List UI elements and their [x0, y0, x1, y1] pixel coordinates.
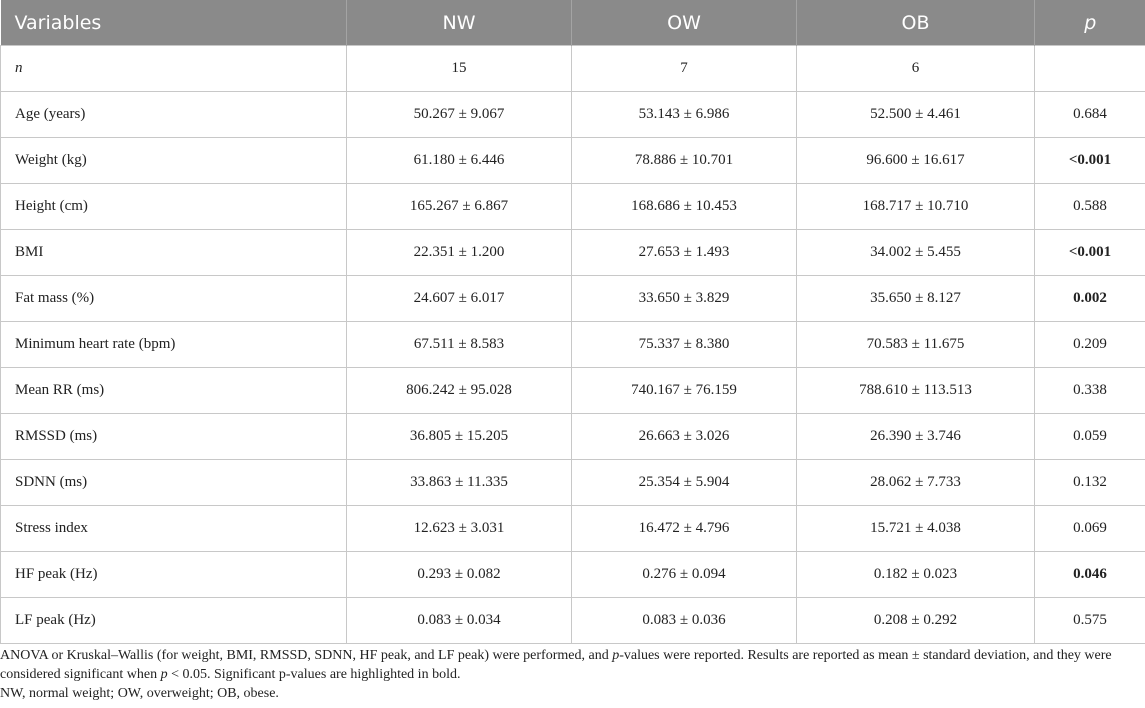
cell-ow: 33.650 ± 3.829 — [572, 276, 797, 322]
cell-ow: 26.663 ± 3.026 — [572, 414, 797, 460]
cell-nw: 24.607 ± 6.017 — [347, 276, 572, 322]
cell-ow: 740.167 ± 76.159 — [572, 368, 797, 414]
cell-ob: 28.062 ± 7.733 — [797, 460, 1035, 506]
cell-ow: 0.276 ± 0.094 — [572, 552, 797, 598]
cell-p: <0.001 — [1035, 138, 1145, 184]
cell-ow: 16.472 ± 4.796 — [572, 506, 797, 552]
cell-p: 0.338 — [1035, 368, 1145, 414]
row-label: Height (cm) — [1, 184, 347, 230]
cell-ob: 52.500 ± 4.461 — [797, 92, 1035, 138]
cell-nw: 33.863 ± 11.335 — [347, 460, 572, 506]
cell-p: 0.002 — [1035, 276, 1145, 322]
cell-ow: 27.653 ± 1.493 — [572, 230, 797, 276]
cell-ob: 26.390 ± 3.746 — [797, 414, 1035, 460]
header-ob: OB — [797, 0, 1035, 46]
row-label: n — [1, 46, 347, 92]
table-row — [1, 230, 1145, 276]
table-footnote — [0, 646, 1140, 703]
cell-p: 0.132 — [1035, 460, 1145, 506]
table-row — [1, 184, 1145, 230]
table-row — [1, 138, 1145, 184]
cell-ow: 75.337 ± 8.380 — [572, 322, 797, 368]
row-label: Fat mass (%) — [1, 276, 347, 322]
cell-ob: 15.721 ± 4.038 — [797, 506, 1035, 552]
table-row — [1, 276, 1145, 322]
header-row — [1, 0, 1145, 46]
header-ow: OW — [572, 0, 797, 46]
cell-p: 0.684 — [1035, 92, 1145, 138]
table-row — [1, 92, 1145, 138]
row-label: BMI — [1, 230, 347, 276]
cell-ob: 6 — [797, 46, 1035, 92]
cell-ob: 34.002 ± 5.455 — [797, 230, 1035, 276]
footnote-abbreviations: NW, normal weight; OW, overweight; OB, obese. — [0, 686, 279, 701]
cell-p: <0.001 — [1035, 230, 1145, 276]
row-label: Weight (kg) — [1, 138, 347, 184]
cell-ob: 96.600 ± 16.617 — [797, 138, 1035, 184]
cell-nw: 12.623 ± 3.031 — [347, 506, 572, 552]
footnote-p-symbol: p — [612, 648, 620, 663]
header-nw: NW — [347, 0, 572, 46]
cell-ob: 35.650 ± 8.127 — [797, 276, 1035, 322]
cell-ob: 0.182 ± 0.023 — [797, 552, 1035, 598]
footnote-p-symbol: p — [160, 667, 168, 682]
row-label: LF peak (Hz) — [1, 598, 347, 644]
cell-nw: 0.293 ± 0.082 — [347, 552, 572, 598]
cell-ob: 788.610 ± 113.513 — [797, 368, 1035, 414]
footnote-text-a: ANOVA or Kruskal–Wallis (for weight, BMI, RMSSD, SDNN, HF peak, and LF peak) were performed, and — [0, 648, 613, 663]
table-row — [1, 506, 1145, 552]
cell-nw: 22.351 ± 1.200 — [347, 230, 572, 276]
table-row — [1, 552, 1145, 598]
cell-p: 0.069 — [1035, 506, 1145, 552]
cell-ob: 168.717 ± 10.710 — [797, 184, 1035, 230]
cell-ow: 78.886 ± 10.701 — [572, 138, 797, 184]
cell-ob: 0.208 ± 0.292 — [797, 598, 1035, 644]
table-row — [1, 368, 1145, 414]
row-label: SDNN (ms) — [1, 460, 347, 506]
cell-nw: 36.805 ± 15.205 — [347, 414, 572, 460]
cell-p: 0.209 — [1035, 322, 1145, 368]
cell-ow: 168.686 ± 10.453 — [572, 184, 797, 230]
cell-ow: 25.354 ± 5.904 — [572, 460, 797, 506]
cell-nw: 806.242 ± 95.028 — [347, 368, 572, 414]
row-label: HF peak (Hz) — [1, 552, 347, 598]
row-label: RMSSD (ms) — [1, 414, 347, 460]
cell-ow: 7 — [572, 46, 797, 92]
cell-p: 0.046 — [1035, 552, 1145, 598]
cell-nw: 50.267 ± 9.067 — [347, 92, 572, 138]
footnote-text-b: -values were reported. Results are reported as mean ± standard deviation, and they were considered significant when — [0, 648, 1112, 682]
cell-p: 0.575 — [1035, 598, 1145, 644]
footnote-text-c: < 0.05. Significant p-values are highlighted in bold. — [167, 667, 461, 682]
table-row — [1, 460, 1145, 506]
cell-ow: 53.143 ± 6.986 — [572, 92, 797, 138]
row-label: Mean RR (ms) — [1, 368, 347, 414]
cell-nw: 67.511 ± 8.583 — [347, 322, 572, 368]
cell-p: 0.059 — [1035, 414, 1145, 460]
table-row — [1, 598, 1145, 644]
row-label: Stress index — [1, 506, 347, 552]
cell-ob: 70.583 ± 11.675 — [797, 322, 1035, 368]
row-label: Age (years) — [1, 92, 347, 138]
cell-ow: 0.083 ± 0.036 — [572, 598, 797, 644]
cell-nw: 15 — [347, 46, 572, 92]
header-variables: Variables — [1, 0, 347, 46]
cell-nw: 61.180 ± 6.446 — [347, 138, 572, 184]
header-p: p — [1035, 0, 1145, 46]
cell-nw: 0.083 ± 0.034 — [347, 598, 572, 644]
table-row — [1, 322, 1145, 368]
cell-nw: 165.267 ± 6.867 — [347, 184, 572, 230]
table-row — [1, 414, 1145, 460]
table-row — [1, 46, 1145, 92]
cell-p — [1035, 46, 1145, 92]
footnote-methods — [0, 646, 1140, 684]
row-label: Minimum heart rate (bpm) — [1, 322, 347, 368]
cell-p: 0.588 — [1035, 184, 1145, 230]
